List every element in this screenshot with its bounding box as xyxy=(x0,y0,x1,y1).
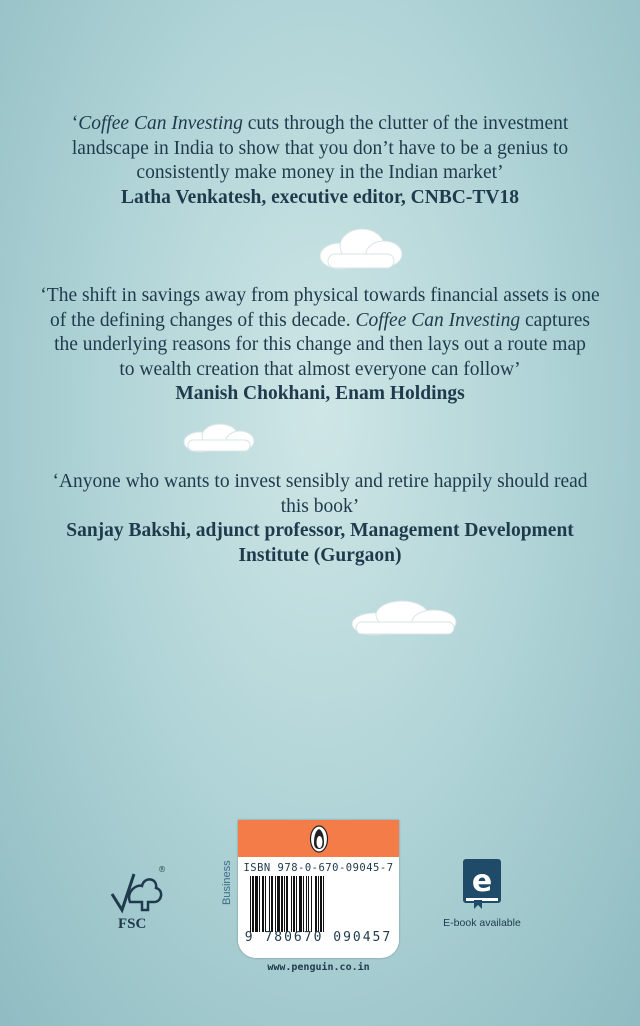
ebook-icon xyxy=(462,858,502,910)
quote-text: to wealth creation that almost everyone can follow’ xyxy=(119,358,521,380)
quote-attribution: Latha Venkatesh, executive editor, CNBC-TV18 xyxy=(121,186,519,208)
ebook-label: E-book available xyxy=(443,917,521,929)
quote-2 xyxy=(0,284,640,407)
quote-1 xyxy=(0,112,640,210)
quote-text: consistently make money in the Indian market’ xyxy=(136,162,504,183)
barcode-label xyxy=(238,820,399,958)
penguin-logo-icon xyxy=(309,825,329,853)
quote-text: cuts through the clutter of the investment xyxy=(242,113,569,134)
cloud-decoration xyxy=(182,422,256,454)
quote-text: landscape in India to show that you don’t have to be a genius to xyxy=(71,137,569,159)
quote-attribution: Institute (Gurgaon) xyxy=(238,544,402,566)
quote-attribution: Manish Chokhani, Enam Holdings xyxy=(175,383,465,404)
quote-text: captures xyxy=(520,309,590,331)
category-label: Business xyxy=(221,860,233,905)
cloud-decoration xyxy=(350,598,460,638)
fsc-label: FSC xyxy=(118,916,147,932)
cloud-decoration xyxy=(318,226,404,272)
quote-text: ‘ xyxy=(71,113,79,134)
registered-mark: ® xyxy=(158,865,166,874)
quote-attribution: Sanjay Bakshi, adjunct professor, Management Development xyxy=(66,520,574,541)
barcode-digits: 9 780670 090457 xyxy=(238,930,399,945)
ebook-letter: e xyxy=(471,864,493,899)
publisher-url[interactable]: www.penguin.co.in xyxy=(267,962,370,973)
quote-text: this book’ xyxy=(280,495,360,517)
barcode-icon xyxy=(250,876,391,932)
quote-text: of the defining changes of this decade. xyxy=(50,309,356,331)
publisher-band xyxy=(238,820,399,857)
book-title: Coffee Can Investing xyxy=(355,309,521,331)
quote-3 xyxy=(0,470,640,568)
quote-text: the underlying reasons for this change and then lays out a route map xyxy=(54,334,586,355)
quote-text: ‘Anyone who wants to invest sensibly and retire happily should read xyxy=(52,471,588,492)
book-title: Coffee Can Investing xyxy=(78,113,243,134)
quote-text: ‘The shift in savings away from physical towards financial assets is one xyxy=(40,285,600,306)
isbn-text: ISBN 978-0-670-09045-7 xyxy=(243,862,394,874)
fsc-logo xyxy=(108,862,168,932)
